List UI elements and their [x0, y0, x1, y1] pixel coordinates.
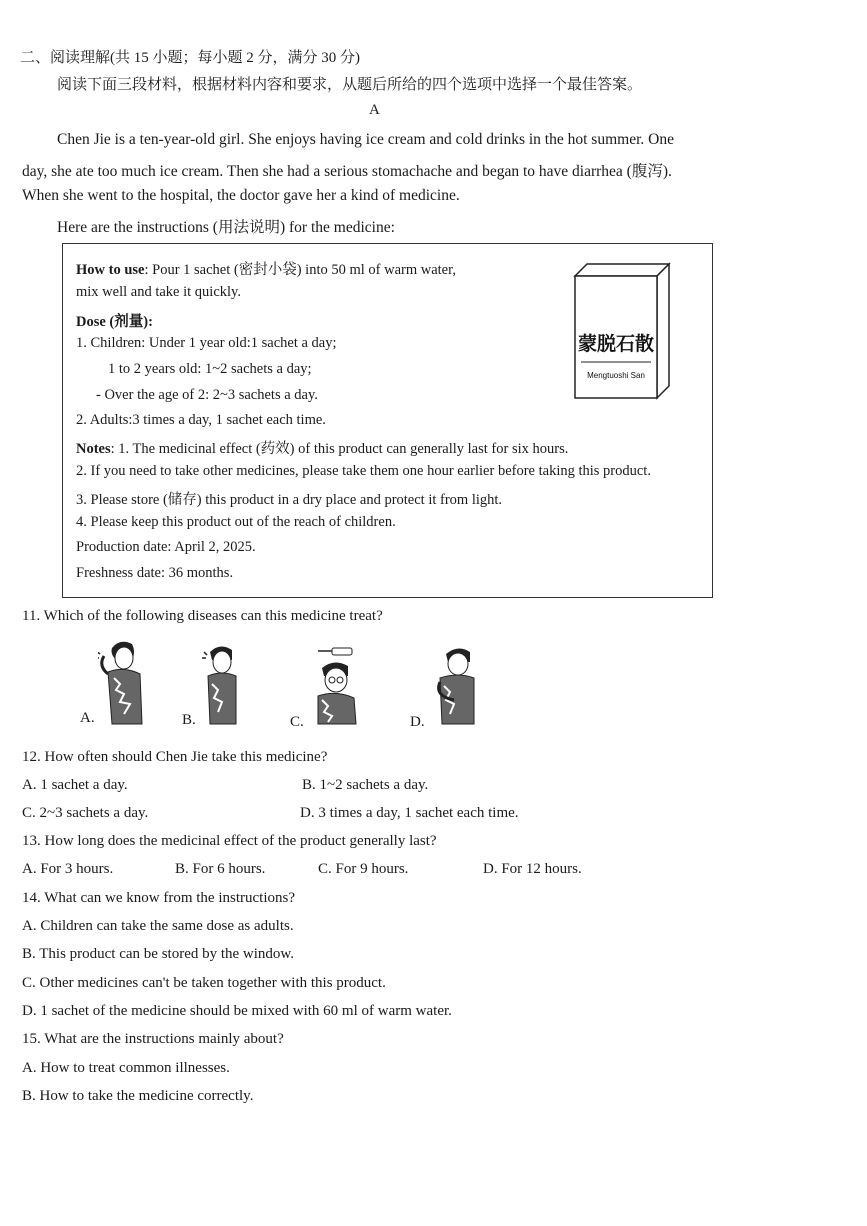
notes-line-1: [76, 437, 568, 458]
q13-option-c[interactable]: C. For 9 hours.: [318, 861, 409, 877]
q14-option-d[interactable]: D. 1 sachet of the medicine should be mixed with 60 ml of warm water.: [22, 1003, 452, 1019]
q13-stem: 13. How long does the medicinal effect of the product generally last?: [22, 833, 437, 849]
freshness-date: Freshness date: 36 months.: [76, 565, 234, 581]
q13-option-a[interactable]: A. For 3 hours.: [22, 861, 114, 877]
notes-label: Notes: [76, 441, 111, 457]
q15-option-b[interactable]: B. How to take the medicine correctly.: [22, 1088, 254, 1104]
dose-label: Dose (剂量):: [76, 314, 153, 330]
q12-option-b[interactable]: B. 1~2 sachets a day.: [302, 777, 429, 793]
person-fever-icon: [308, 638, 364, 726]
q15-option-a[interactable]: A. How to treat common illnesses.: [22, 1060, 230, 1076]
q11-option-b-label: B.: [182, 712, 196, 728]
passage-title: A: [369, 102, 380, 118]
q12-stem: 12. How often should Chen Jie take this medicine?: [22, 749, 328, 765]
q12-option-a[interactable]: A. 1 sachet a day.: [22, 777, 128, 793]
person-stomachache-icon: [432, 646, 482, 728]
notes-line-3: 3. Please store (储存) this product in a dry place and protect it from light.: [76, 492, 503, 508]
notes-text-1: : 1. The medicinal effect (药效) of this product can generally last for six hours.: [110, 441, 569, 457]
person-ear-pain-icon: [98, 638, 148, 726]
q14-stem: 14. What can we know from the instructions?: [22, 890, 295, 906]
q15-stem: 15. What are the instructions mainly about?: [22, 1031, 284, 1047]
medicine-package-image: [573, 262, 673, 407]
q11-option-d-label: D.: [410, 714, 425, 730]
passage-line-2: day, she ate too much ice cream. Then she had a serious stomachache and began to have diarrhea (腹泻).: [22, 163, 672, 180]
how-to-use-text: : Pour 1 sachet (密封小袋) into 50 ml of warm water,: [144, 262, 456, 278]
package-cn-name: 蒙脱石散: [577, 333, 655, 355]
q14-option-a[interactable]: A. Children can take the same dose as adults.: [22, 918, 294, 934]
passage-line-1: Chen Jie is a ten-year-old girl. She enjoys having ice cream and cold drinks in the hot summer. One: [57, 131, 674, 148]
q12-option-d[interactable]: D. 3 times a day, 1 sachet each time.: [300, 805, 519, 821]
passage-line-3: When she went to the hospital, the doctor gave her a kind of medicine.: [22, 187, 460, 204]
dose-line-1: 1. Children: Under 1 year old:1 sachet a day;: [76, 335, 337, 351]
notes-line-4: 4. Please keep this product out of the reach of children.: [76, 514, 396, 530]
dose-line-3: - Over the age of 2: 2~3 sachets a day.: [96, 387, 318, 403]
section-heading: 二、阅读理解(共 15 小题；每小题 2 分，满分 30 分): [20, 50, 360, 66]
section-directions: 阅读下面三段材料，根据材料内容和要求，从题后所给的四个选项中选择一个最佳答案。: [57, 77, 643, 93]
passage-line-4: Here are the instructions (用法说明) for the medicine:: [57, 219, 395, 236]
q12-option-c[interactable]: C. 2~3 sachets a day.: [22, 805, 149, 821]
instructions-box: [62, 243, 713, 598]
person-toothache-icon: [202, 644, 242, 728]
how-to-use-line-1: [76, 258, 456, 279]
q13-option-b[interactable]: B. For 6 hours.: [175, 861, 266, 877]
notes-line-2: 2. If you need to take other medicines, please take them one hour earlier before taking this product.: [76, 463, 651, 479]
dose-line-4: 2. Adults:3 times a day, 1 sachet each time.: [76, 412, 326, 428]
package-en-name: Mengtuoshi San: [587, 371, 645, 380]
how-to-use-label: How to use: [76, 262, 145, 278]
q11-stem: 11. Which of the following diseases can this medicine treat?: [22, 608, 383, 624]
production-date: Production date: April 2, 2025.: [76, 539, 256, 555]
q14-option-c[interactable]: C. Other medicines can't be taken together with this product.: [22, 975, 386, 991]
q11-option-a-label: A.: [80, 710, 95, 726]
how-to-use-line-2: mix well and take it quickly.: [76, 284, 241, 300]
dose-line-2: 1 to 2 years old: 1~2 sachets a day;: [108, 361, 312, 377]
q11-option-c-label: C.: [290, 714, 304, 730]
q13-option-d[interactable]: D. For 12 hours.: [483, 861, 582, 877]
q14-option-b[interactable]: B. This product can be stored by the window.: [22, 946, 295, 962]
